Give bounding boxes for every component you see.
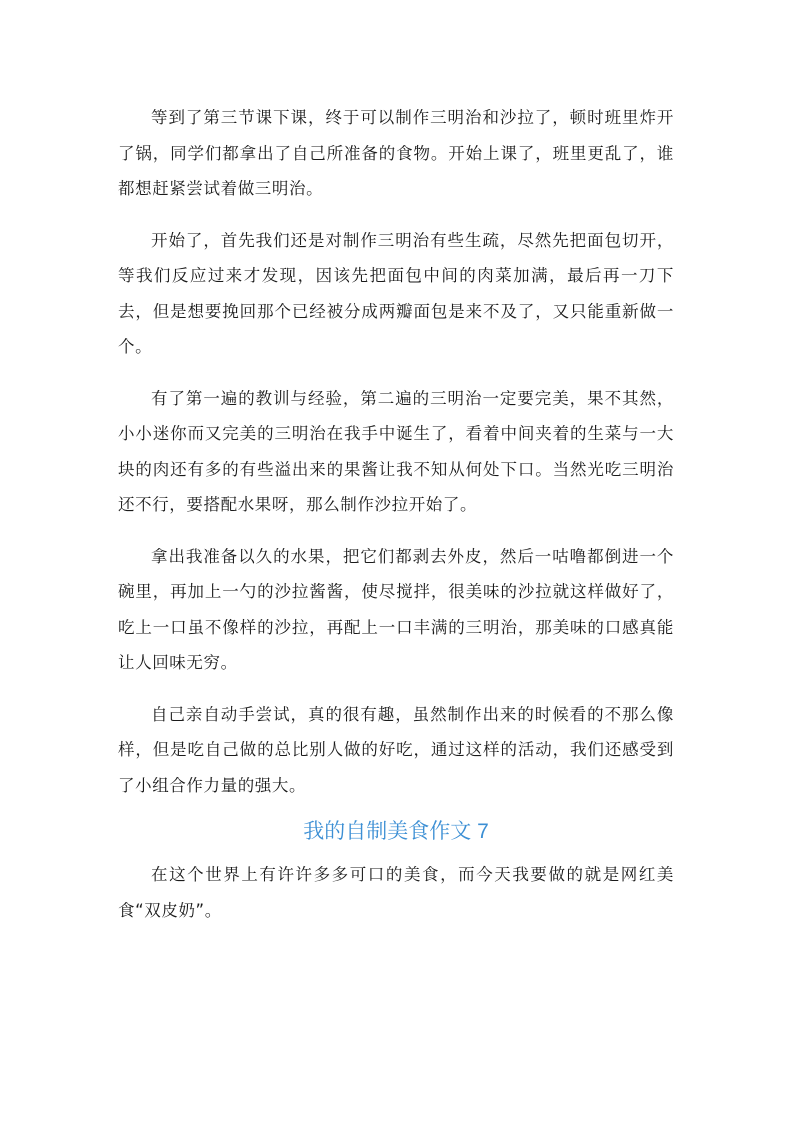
paragraph: 等到了第三节课下课，终于可以制作三明治和沙拉了，顿时班里炸开了锅，同学们都拿出了自己所准备的食物。开始上课了，班里更乱了，谁都想赶紧尝试着做三明治。 [118, 108, 674, 198]
paragraph: 有了第一遍的教训与经验，第二遍的三明治一定要完美，果不其然，小小迷你而又完美的三明治在我手中诞生了，看着中间夹着的生菜与一大块的肉还有多的有些溢出来的果酱让我不知从何处下口。当然光吃三明治还不行，要搭配水果呀，那么制作沙拉开始了。 [118, 388, 674, 514]
paragraph: 在这个世界上有许许多多可口的美食，而今天我要做的就是网红美食“双皮奶”。 [118, 865, 674, 920]
paragraph: 开始了，首先我们还是对制作三明治有些生疏，尽然先把面包切开，等我们反应过来才发现，因该先把面包中间的肉菜加满，最后再一刀下去，但是想要挽回那个已经被分成两瓣面包是来不及了，又只能重新做一个。 [118, 230, 674, 356]
section-heading: 我的自制美食作文 7 [303, 820, 489, 843]
document-body [118, 100, 674, 944]
paragraph: 自己亲自动手尝试，真的很有趣，虽然制作出来的时候看的不那么像样，但是吃自己做的总比别人做的好吃，通过这样的活动，我们还感受到了小组合作力量的强大。 [118, 704, 674, 795]
paragraph: 拿出我准备以久的水果，把它们都剥去外皮，然后一咕噜都倒进一个碗里，再加上一勺的沙拉酱酱，使尽搅拌，很美味的沙拉就这样做好了，吃上一口虽不像样的沙拉，再配上一口丰满的三明治，那美味的口感真能让人回味无穷。 [118, 546, 674, 672]
